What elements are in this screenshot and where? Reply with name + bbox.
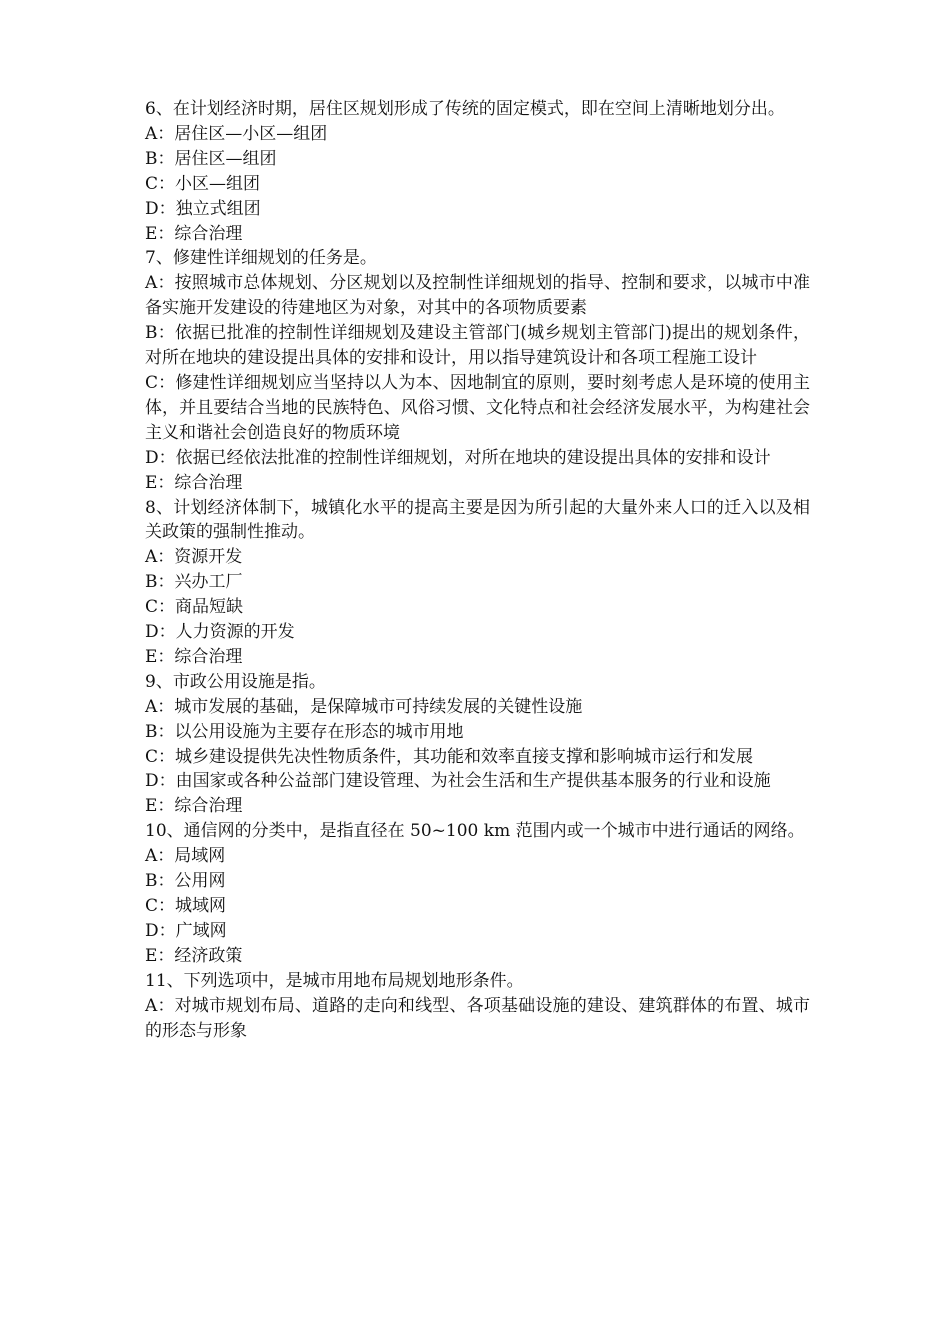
question-11-stem: 11、下列选项中，是城市用地布局规划地形条件。 [145,970,524,991]
question-7-stem: 7、修建性详细规划的任务是。 [145,248,377,269]
option-line: C：商品短缺 [145,597,244,618]
option-line: A：城市发展的基础，是保障城市可持续发展的关键性设施 [145,696,583,717]
option-line: C：小区—组团 [145,173,261,194]
option-line: B：以公用设施为主要存在形态的城市用地 [145,721,464,742]
option-line: A：居住区—小区—组团 [145,123,328,144]
option-line: B：依据已批准的控制性详细规划及建设主管部门(城乡规划主管部门)提出的规划条件，对所在地块的建设提出具体的安排和设计，用以指导建筑设计和各项工程施工设计 [145,323,810,369]
option-line: D：由国家或各种公益部门建设管理、为社会生活和生产提供基本服务的行业和设施 [145,771,771,792]
option-line: A：对城市规划布局、道路的走向和线型、各项基础设施的建设、建筑群体的布置、城市的形态与形象 [145,995,810,1041]
question-9-stem: 9、市政公用设施是指。 [145,671,326,692]
option-line: C：城乡建设提供先决性物质条件，其功能和效率直接支撑和影响城市运行和发展 [145,746,754,767]
option-line: C：修建性详细规划应当坚持以人为本、因地制宜的原则，要时刻考虑人是环境的使用主体，并且要结合当地的民族特色、风俗习惯、文化特点和社会经济发展水平，为构建社会主义和谐社会创造良好的物质环境 [145,372,810,443]
option-line: A：资源开发 [145,547,243,568]
option-line: B：兴办工厂 [145,572,243,593]
document-body [145,97,810,1043]
option-line: D：依据已经依法批准的控制性详细规划，对所在地块的建设提出具体的安排和设计 [145,447,771,468]
option-line: E：综合治理 [145,223,243,244]
question-6-stem: 6、在计划经济时期，居住区规划形成了传统的固定模式，即在空间上清晰地划分出。 [145,99,785,119]
option-line: E：经济政策 [145,945,243,966]
option-line: A：局域网 [145,846,226,867]
option-line: D：广域网 [145,920,227,941]
option-line: D：人力资源的开发 [145,622,295,643]
option-line: D：独立式组团 [145,198,261,219]
option-line: E：综合治理 [145,472,243,493]
option-line: B：居住区—组团 [145,148,277,169]
option-line: E：综合治理 [145,646,243,667]
option-line: B：公用网 [145,871,226,892]
option-line: E：综合治理 [145,796,243,817]
option-line: A：按照城市总体规划、分区规划以及控制性详细规划的指导、控制和要求，以城市中准备实施开发建设的待建地区为对象，对其中的各项物质要素 [145,273,810,319]
question-10-stem: 10、通信网的分类中，是指直径在 50~100 km 范围内或一个城市中进行通话的网络。 [145,821,805,842]
question-8-stem: 8、计划经济体制下，城镇化水平的提高主要是因为所引起的大量外来人口的迁入以及相关政策的强制性推动。 [145,497,810,543]
option-line: C：城域网 [145,896,227,916]
